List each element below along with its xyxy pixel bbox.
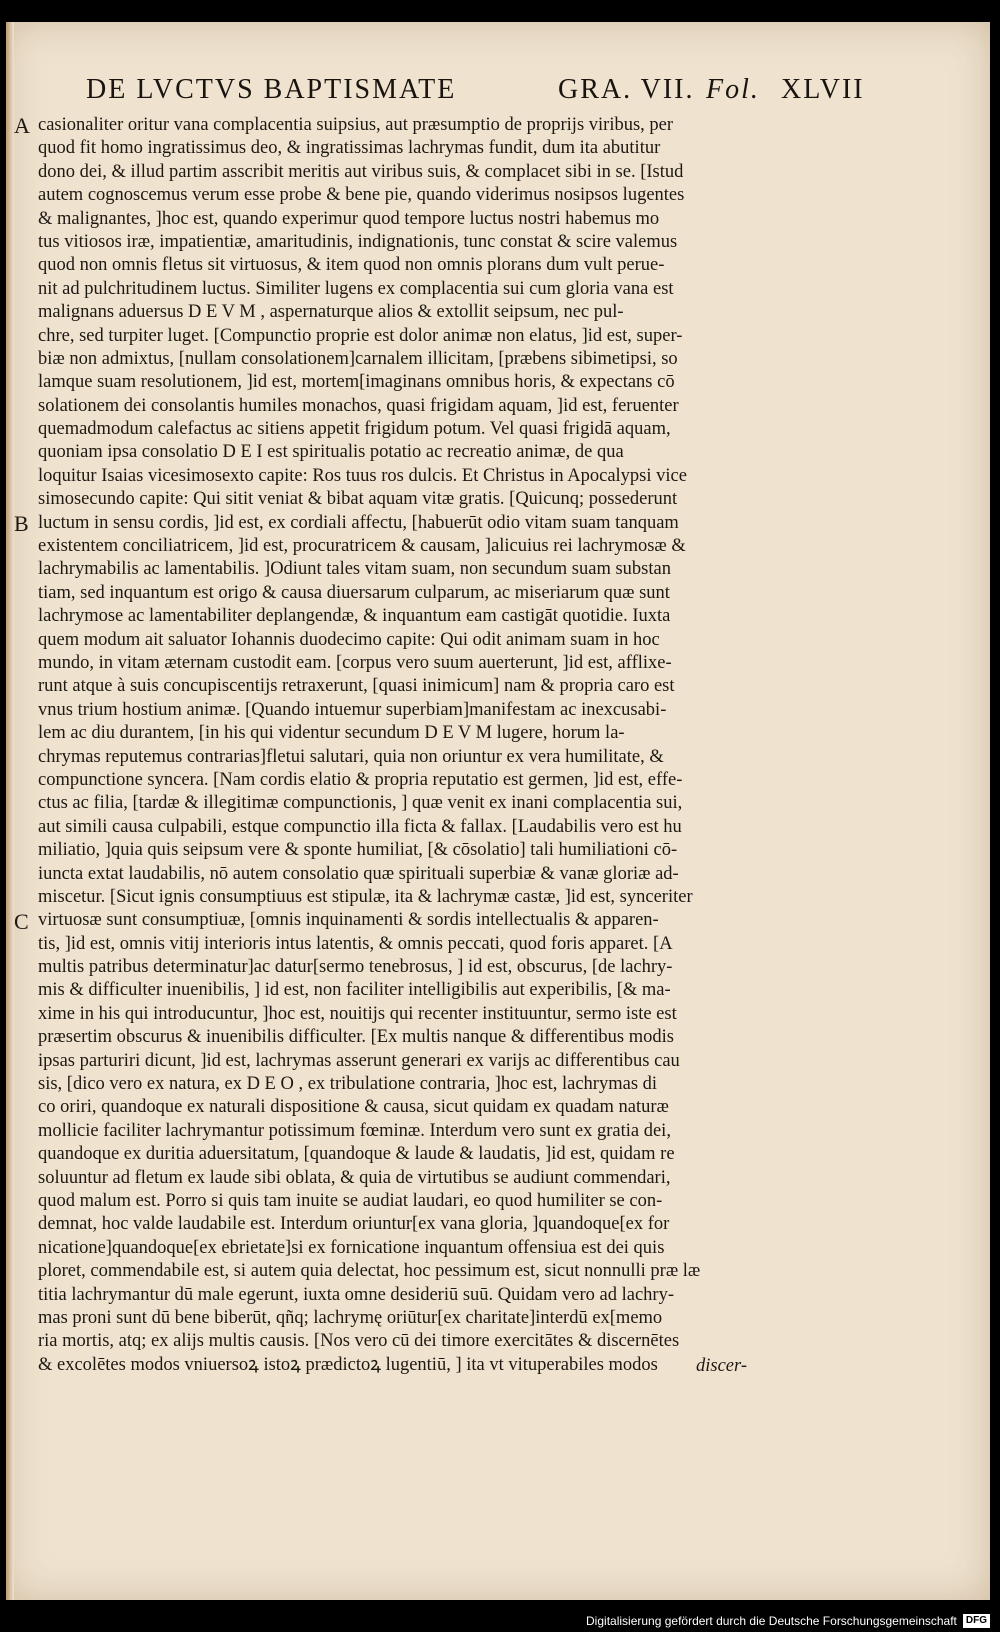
text-line: lachrymose ac lamentabiliter deplangendæ, & inquantum eam castigāt quotidie. Iuxta [38, 606, 671, 627]
text-line: compunctione syncera. [Nam cordis elatio & propria reputatio est germen, ]id est, effe- [38, 769, 683, 790]
text-line: quem modum ait saluator Iohannis duodecimo capite: Qui odit animam suam in hoc [38, 629, 660, 650]
text-line: tis, ]id est, omnis vitij interioris intus latentis, & omnis peccati, quod foris apparet. [A [38, 933, 673, 954]
text-line: lamque suam resolutionem, ]id est, mortem[imaginans omnibus horis, & expectans cō [38, 372, 675, 393]
text-line: præsertim obscurus & inuenibilis difficulter. [Ex multis nanque & differentibus modis [38, 1027, 674, 1048]
text-line: quod fit homo ingratissimus deo, & ingratissimas lachrymas fundit, dum ita abutitur [38, 138, 661, 159]
text-line: loquitur Isaias vicesimosexto capite: Ros tuus ros dulcis. Et Christus in Apocalypsi vice [38, 465, 687, 486]
margin-marker-c: C [14, 908, 29, 934]
text-line: & excolētes modos vniuersoꝝ istoꝝ prædictoꝝ lugentiū, ] ita vt vituperabiles modos [38, 1354, 658, 1375]
text-line: dono dei, & illud partim asscribit meritis aut viribus suis, & complacet sibi in se. [Istud [38, 161, 684, 182]
text-line: solationem dei consolantis humiles monachos, quasi frigidam aquam, ]id est, feruenter [38, 395, 679, 416]
text-line: tus vitiosos iræ, impatientiæ, amaritudinis, indignationis, tunc constat & scire valemus [38, 231, 678, 252]
text-line: ploret, commendabile est, si autem quia delectat, hoc pessimum est, sicut nonnulli præ læ [38, 1261, 701, 1282]
text-line: existentem conciliatricem, ]id est, procuratricem & causam, ]alicuius rei lachrymosæ & [38, 536, 686, 557]
header-section: GRA. VII. [558, 74, 695, 105]
text-line: casionaliter oritur vana complacentia suipsius, aut præsumptio de proprijs viribus, per [38, 115, 674, 135]
text-block [14, 113, 758, 1377]
text-line: quandoque ex duritia aduersitatum, [quandoque & laude & laudatis, ]id est, quidam re [38, 1144, 675, 1165]
text-line: soluuntur ad fletum ex laude sibi oblata, & quia de virtutibus se audiunt commendari, [38, 1167, 671, 1188]
credit-text: Digitalisierung gefördert durch die Deutsche Forschungsgemeinschaft [586, 1614, 957, 1628]
text-line: titia lachrymantur dū male egerunt, iuxta omne desideriū suū. Quidam vero ad lachry- [38, 1284, 674, 1305]
text-line: xime in his qui introducuntur, ]hoc est, nouitijs qui recenter instituuntur, sermo iste est [38, 1003, 677, 1024]
text-line: virtuosæ sunt consumptiuæ, [omnis inquinamenti & sordis intellectualis & apparen- [38, 910, 659, 931]
text-line: & malignantes, ]hoc est, quando experimur quod tempore luctus nostri habemus mo [38, 208, 660, 229]
text-line: mundo, in vitam æternam custodit eam. [corpus vero suum auerterunt, ]id est, afflixe- [38, 652, 672, 673]
text-line: ipsas parturiri dicunt, ]id est, lachrymas asserunt generari ex varijs ac differentibus cau [38, 1050, 680, 1071]
text-line: quod non omnis fletus sit virtuosus, & item quod non omnis plorans dum vult perue- [38, 255, 665, 276]
text-line: lem ac diu durantem, [in his qui videntur secundum D E V M lugere, horum la- [38, 723, 625, 744]
text-line: mas proni sunt dū bene biberūt, qñq; lachrymę oriūtur[ex charitate]interdū ex[memo [38, 1307, 663, 1328]
text-line: mollicie faciliter lachrymantur potissimum fœminæ. Interdum vero sunt ex gratia dei, [38, 1120, 671, 1141]
text-line: miliatio, ]quia quis seipsum vere & sponte humiliat, [& cōsolatio] tali humiliationi cō- [38, 840, 678, 861]
text-line: ctus ac filia, [tardæ & illegitimæ compunctionis, ] quæ venit ex inani complacentia sui, [38, 793, 683, 814]
text-line: runt atque à suis concupiscentijs retraxerunt, [quasi inimicum] nam & propria caro est [38, 676, 675, 697]
text-line: aut simili causa culpabili, estque compunctio illa ficta & fallax. [Laudabilis vero est hu [38, 816, 682, 837]
text-lines [38, 114, 758, 1377]
text-line: biæ non admixtus, [nullam consolationem]carnalem illicitam, [præbens sibimetipsi, so [38, 348, 678, 369]
text-line: sis, [dico vero ex natura, ex D E O , ex tribulatione contraria, ]hoc est, lachrymas di [38, 1074, 658, 1095]
text-line: tiam, sed inquantum est origo & causa diuersarum culparum, ac miseriarum quæ sunt [38, 582, 670, 603]
text-line: vnus trium hostium animæ. [Quando intuemur superbiam]manifestam ac inexcusabi- [38, 699, 667, 720]
text-line: autem cognoscemus verum esse probe & bene pie, quando viderimus nosipsos lugentes [38, 185, 685, 206]
text-line: chre, sed turpiter luget. [Compunctio proprie est dolor animæ non elatus, ]id est, super- [38, 325, 683, 346]
text-line: demnat, hoc valde laudabile est. Interdum oriuntur[ex vana gloria, ]quandoque[ex for [38, 1214, 670, 1235]
text-line: nit ad pulchritudinem luctus. Similiter lugens ex complacentia sui cum gloria vana est [38, 278, 674, 299]
text-line: chrymas reputemus contrarias]fletui salutari, quia non oriuntur ex vera humilitate, & [38, 746, 664, 767]
digitization-credit [586, 1612, 990, 1630]
text-line: ria mortis, atq; ex alijs multis causis. [Nos vero cū dei timore exercitātes & discernētes [38, 1331, 680, 1352]
text-line: miscetur. [Sicut ignis consumptiuus est stipulæ, ita & lachrymæ castæ, ]id est, synceriter [38, 886, 693, 907]
text-line: simosecundo capite: Qui sitit veniat & bibat aquam vitæ gratis. [Quicunq; possederunt [38, 489, 678, 510]
book-page [6, 22, 990, 1600]
text-line: malignans aduersus D E V M , aspernaturque alios & extollit seipsum, nec pul- [38, 302, 624, 323]
text-line: quoniam ipsa consolatio D E I est spiritualis potatio ac recreatio animæ, de qua [38, 442, 624, 463]
text-line: co oriri, quandoque ex naturali dispositione & causa, sicut quidam ex quadam naturæ [38, 1097, 669, 1118]
text-line: iuncta extat laudabilis, nō autem consolatio quæ spirituali superbiæ & vanæ gloriæ ad- [38, 863, 679, 884]
header-title: DE LVCTVS BAPTISMATE [86, 74, 457, 105]
text-line: mis & difficulter inuenibilis, ] id est, non faciliter intelligibilis aut experibilis, [& ma- [38, 980, 671, 1001]
dfg-logo: DFG [963, 1614, 990, 1628]
catchword: discer- [696, 1356, 748, 1376]
text-line: lachrymabilis ac lamentabilis. ]Odiunt tales vitam suam, non secundum suam substan [38, 559, 671, 580]
margin-marker-b: B [14, 510, 29, 536]
header-folio-number: XLVII [781, 74, 865, 105]
text-line: quemadmodum calefactus ac sitiens appetit frigidum potum. Vel quasi frigidā aquam, [38, 419, 671, 440]
margin-marker-a: A [14, 113, 30, 138]
text-line: luctum in sensu cordis, ]id est, ex cordiali affectu, [habuerūt odio vitam suam tanquam [38, 512, 679, 533]
text-line: nicatione]quandoque[ex ebrietate]si ex fornicatione inquantum offensiua est dei quis [38, 1237, 665, 1258]
text-line: quod malum est. Porro si quis tam inuite se audiat laudari, eo quod humiliter se con- [38, 1190, 663, 1211]
running-header [86, 62, 926, 118]
text-line: multis patribus determinatur]ac datur[sermo tenebrosus, ] id est, obscurus, [de lachry- [38, 957, 673, 978]
header-fol-label: Fol. [706, 74, 760, 105]
